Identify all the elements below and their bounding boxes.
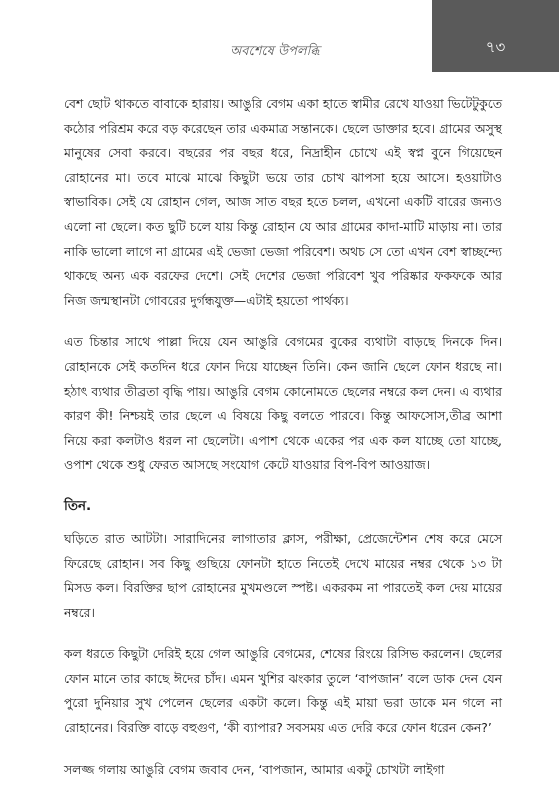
paragraph-1: বেশ ছোট থাকতে বাবাকে হারায়। আঙুরি বেগম একা হাতে স্বামীর রেখে যাওয়া ভিটেটুকুতে কঠোর পরিশ্রম করে বড় করেছেন তার একমাত্র সন্তানকে। ছেলে ডাক্তার হবে। গ্রামের অসুস্থ মানুষের সেবা করবে। বছরের পর বছর ধরে, নিদ্রাহীন চোখে এই স্বপ্ন বুনে গিয়েছেন রোহানের মা। তবে মাঝে মাঝে কিছুটা ভয়ে তার চোখ ঝাপসা হয়ে আসে। হওয়াটাও স্বাভাবিক। সেই যে রোহান গেল, আজ সাত বছর হতে চলল, এখনো একটি বারের জন্যও এলো না ছেলে। কত ছুটি চলে যায় কিন্তু রোহান যে আর গ্রামের কাদা-মাটি মাড়ায় না। তার নাকি ভালো লাগে না গ্রামের এই ভেজা ভেজা পরিবেশ। অথচ সে তো এখন বেশ স্বাচ্ছন্দ্যে থাকছে অন্য এক বরফের দেশে। সেই দেশের ভেজা পরিবেশ খুব পরিষ্কার ফকফকে আর নিজ জন্মস্থানটা গোবরের দুর্গন্ধযুক্ত—এটাই হয়তো পার্থক্য।: [64, 96, 502, 308]
page-number-box: [432, 0, 559, 72]
paragraph-5: সলজ্জ গলায় আঙুরি বেগম জবাব দেন, ‘বাপজান, আমার একটু চোখটা লাইগা: [64, 761, 445, 777]
paragraph-4: কল ধরতে কিছুটা দেরিই হয়ে গেল আঙুরি বেগমের, শেষের রিংয়ে রিসিভ করলেন। ছেলের ফোন মানে তার কাছে ঈদের চাঁদ। এমন খুশির ঝংকার তুলে ‘বাপজান’ বলে ডাক দেন যেন পুরো দুনিয়ার সুখ পেলেন ছেলের একটা কলে। কিন্তু এই মায়া ভরা ডাকে মন গলে না রোহানের। বিরক্তি বাড়ে বহুগুণ, ‘কী ব্যাপার? সবসময় এত দেরি করে ফোন ধরেন কেন?’: [64, 646, 502, 736]
running-header: [0, 26, 559, 72]
page-number: ৭৩: [485, 38, 506, 56]
section-heading: তিন.: [64, 497, 92, 514]
paragraph-2: এত চিন্তার সাথে পাল্লা দিয়ে যেন আঙুরি বেগমের বুকের ব্যথাটা বাড়ছে দিনকে দিন। রোহানকে সেই কতদিন ধরে ফোন দিয়ে যাচ্ছেন তিনি। কেন জানি ছেলে ফোন ধরছে না। হঠাৎ ব্যথার তীব্রতা বৃদ্ধি পায়। আঙুরি বেগম কোনোমতে ছেলের নম্বরে কল দেন। এ ব্যথার কারণ কী! নিশ্চয়ই তার ছেলে এ বিষয়ে কিছু বলতে পারবে। কিন্তু আফসোস,তীব্র আশা নিয়ে করা কলটাও ধরল না ছেলেটা। এপাশ থেকে একের পর এক কল যাচ্ছে তো যাচ্ছে, ওপাশ থেকে শুধু ফেরত আসছে সংযোগ কেটে যাওয়ার বিপ-বিপ আওয়াজ।: [64, 334, 502, 473]
running-title: অবশেষে উপলব্ধি: [230, 44, 320, 59]
body-text: [64, 92, 502, 799]
paragraph-3: ঘড়িতে রাত আটটা। সারাদিনের লাগাতার ক্লাস, পরীক্ষা, প্রেজেন্টেশন শেষ করে মেসে ফিরেছে রোহান। সব কিছু গুছিয়ে ফোনটা হাতে নিতেই দেখে মায়ের নম্বর থেকে ১৩ টা মিসড কল। বিরক্তির ছাপ রোহানের মুখমণ্ডলে স্পষ্ট। একরকম না পারতেই কল দেয় মায়ের নম্বরে।: [64, 530, 502, 620]
